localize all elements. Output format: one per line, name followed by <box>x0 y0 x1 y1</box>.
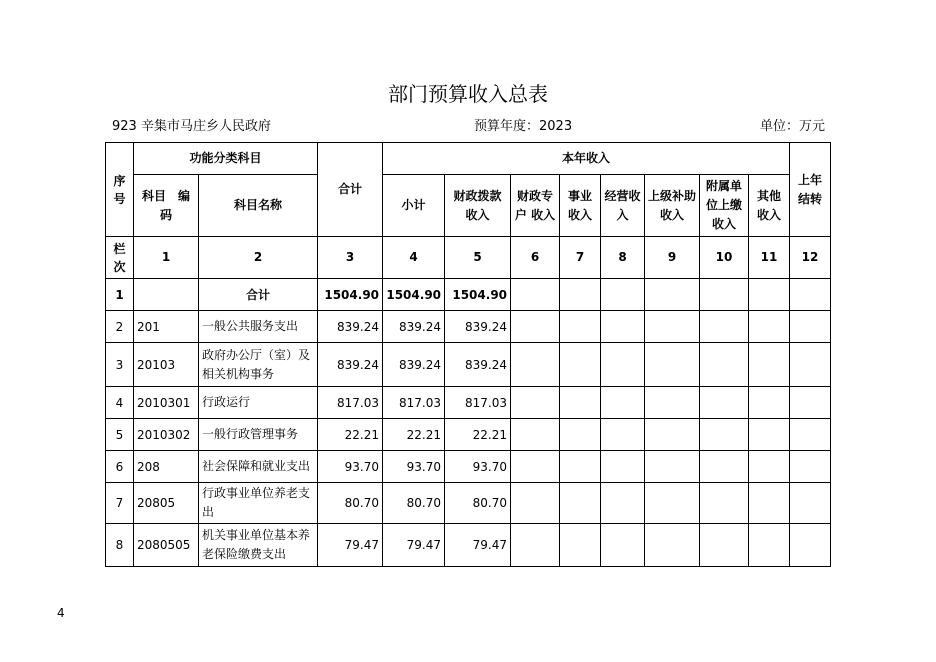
header-fiscal-special: 财政专户 收入 <box>511 175 560 237</box>
unit-label: 单位：万元 <box>759 119 825 134</box>
budget-year: 预算年度：2023 <box>474 119 573 134</box>
cell-superior-subsidy <box>645 524 700 567</box>
cell-superior-subsidy <box>645 419 700 451</box>
header-fiscal: 财政拨款收入 <box>445 175 511 237</box>
cell-operating <box>601 387 645 419</box>
cell-operating <box>601 311 645 343</box>
col-index: 7 <box>560 237 601 279</box>
table-row <box>106 483 831 524</box>
cell-seq: 1 <box>106 279 134 311</box>
cell-subtotal: 839.24 <box>383 343 445 387</box>
cell-total: 839.24 <box>318 311 383 343</box>
cell-total: 817.03 <box>318 387 383 419</box>
cell-other <box>749 524 790 567</box>
cell-fiscal: 839.24 <box>445 311 511 343</box>
cell-operating <box>601 524 645 567</box>
cell-seq: 4 <box>106 387 134 419</box>
header-func-class: 功能分类科目 <box>134 143 318 175</box>
header-other: 其他收入 <box>749 175 790 237</box>
cell-affiliated <box>700 419 749 451</box>
cell-affiliated <box>700 343 749 387</box>
header-row-2 <box>106 175 831 237</box>
cell-subtotal: 80.70 <box>383 483 445 524</box>
cell-total: 80.70 <box>318 483 383 524</box>
cell-operating <box>601 419 645 451</box>
cell-code <box>134 279 199 311</box>
header-code: 科目 编码 <box>134 175 199 237</box>
col-index: 11 <box>749 237 790 279</box>
cell-name: 一般公共服务支出 <box>199 311 318 343</box>
table-row <box>106 343 831 387</box>
cell-business <box>560 483 601 524</box>
col-index: 4 <box>383 237 445 279</box>
cell-affiliated <box>700 387 749 419</box>
header-affiliated: 附属单位上缴收入 <box>700 175 749 237</box>
cell-affiliated <box>700 524 749 567</box>
cell-other <box>749 387 790 419</box>
cell-carryover <box>790 419 831 451</box>
cell-code: 2010301 <box>134 387 199 419</box>
cell-superior-subsidy <box>645 387 700 419</box>
page-title: 部门预算收入总表 <box>388 82 548 106</box>
cell-fiscal-special <box>511 279 560 311</box>
cell-operating <box>601 279 645 311</box>
header-business: 事业收入 <box>560 175 601 237</box>
cell-other <box>749 343 790 387</box>
cell-other <box>749 279 790 311</box>
cell-business <box>560 279 601 311</box>
cell-fiscal-special <box>511 524 560 567</box>
header-row-1 <box>106 143 831 175</box>
cell-code: 2010302 <box>134 419 199 451</box>
table-row <box>106 387 831 419</box>
cell-total: 22.21 <box>318 419 383 451</box>
page-number: 4 <box>57 606 65 620</box>
cell-affiliated <box>700 483 749 524</box>
table-row <box>106 419 831 451</box>
cell-subtotal: 817.03 <box>383 387 445 419</box>
table-row <box>106 279 831 311</box>
cell-carryover <box>790 451 831 483</box>
header-seq: 序 号 <box>106 143 134 237</box>
cell-seq: 2 <box>106 311 134 343</box>
cell-code: 208 <box>134 451 199 483</box>
cell-affiliated <box>700 279 749 311</box>
cell-seq: 7 <box>106 483 134 524</box>
col-index: 8 <box>601 237 645 279</box>
budget-income-table <box>105 142 831 567</box>
col-index: 5 <box>445 237 511 279</box>
cell-fiscal-special <box>511 387 560 419</box>
cell-seq: 5 <box>106 419 134 451</box>
cell-fiscal: 22.21 <box>445 419 511 451</box>
cell-carryover <box>790 483 831 524</box>
cell-fiscal-special <box>511 419 560 451</box>
cell-name: 行政事业单位养老支出 <box>199 483 318 524</box>
cell-superior-subsidy <box>645 343 700 387</box>
cell-fiscal-special <box>511 483 560 524</box>
cell-carryover <box>790 279 831 311</box>
cell-subtotal: 22.21 <box>383 419 445 451</box>
col-index: 2 <box>199 237 318 279</box>
cell-operating <box>601 343 645 387</box>
cell-affiliated <box>700 311 749 343</box>
cell-name: 政府办公厅（室）及相关机构事务 <box>199 343 318 387</box>
header-name: 科目名称 <box>199 175 318 237</box>
cell-subtotal: 93.70 <box>383 451 445 483</box>
cell-superior-subsidy <box>645 311 700 343</box>
cell-carryover <box>790 524 831 567</box>
cell-other <box>749 419 790 451</box>
cell-total: 79.47 <box>318 524 383 567</box>
cell-business <box>560 451 601 483</box>
cell-name: 社会保障和就业支出 <box>199 451 318 483</box>
cell-fiscal-special <box>511 311 560 343</box>
cell-fiscal: 80.70 <box>445 483 511 524</box>
cell-subtotal: 839.24 <box>383 311 445 343</box>
cell-total: 839.24 <box>318 343 383 387</box>
col-index: 9 <box>645 237 700 279</box>
cell-fiscal: 79.47 <box>445 524 511 567</box>
cell-affiliated <box>700 451 749 483</box>
header-subtotal: 小计 <box>383 175 445 237</box>
cell-other <box>749 451 790 483</box>
col-index: 10 <box>700 237 749 279</box>
cell-seq: 3 <box>106 343 134 387</box>
cell-code: 20103 <box>134 343 199 387</box>
cell-fiscal: 93.70 <box>445 451 511 483</box>
cell-superior-subsidy <box>645 451 700 483</box>
col-index: 6 <box>511 237 560 279</box>
cell-subtotal: 79.47 <box>383 524 445 567</box>
cell-business <box>560 419 601 451</box>
cell-operating <box>601 451 645 483</box>
table-row <box>106 524 831 567</box>
cell-carryover <box>790 311 831 343</box>
cell-code: 201 <box>134 311 199 343</box>
col-index-label: 栏 次 <box>106 237 134 279</box>
cell-business <box>560 311 601 343</box>
cell-name: 一般行政管理事务 <box>199 419 318 451</box>
header-carryover: 上年结转 <box>790 143 831 237</box>
col-index: 3 <box>318 237 383 279</box>
header-total: 合计 <box>318 143 383 237</box>
cell-name: 合计 <box>199 279 318 311</box>
cell-name: 机关事业单位基本养老保险缴费支出 <box>199 524 318 567</box>
cell-seq: 8 <box>106 524 134 567</box>
cell-name: 行政运行 <box>199 387 318 419</box>
cell-business <box>560 343 601 387</box>
cell-superior-subsidy <box>645 483 700 524</box>
cell-operating <box>601 483 645 524</box>
org-name: 923 辛集市马庄乡人民政府 <box>112 119 271 134</box>
cell-other <box>749 311 790 343</box>
cell-subtotal: 1504.90 <box>383 279 445 311</box>
header-current-income: 本年收入 <box>383 143 790 175</box>
cell-seq: 6 <box>106 451 134 483</box>
cell-carryover <box>790 387 831 419</box>
col-index: 12 <box>790 237 831 279</box>
cell-fiscal-special <box>511 343 560 387</box>
cell-fiscal-special <box>511 451 560 483</box>
header-superior-subsidy: 上级补助收入 <box>645 175 700 237</box>
cell-business <box>560 524 601 567</box>
cell-fiscal: 817.03 <box>445 387 511 419</box>
table-row <box>106 451 831 483</box>
cell-carryover <box>790 343 831 387</box>
table-row <box>106 311 831 343</box>
cell-fiscal: 1504.90 <box>445 279 511 311</box>
cell-total: 93.70 <box>318 451 383 483</box>
col-index: 1 <box>134 237 199 279</box>
cell-superior-subsidy <box>645 279 700 311</box>
table-body <box>106 279 831 567</box>
cell-total: 1504.90 <box>318 279 383 311</box>
cell-business <box>560 387 601 419</box>
cell-code: 20805 <box>134 483 199 524</box>
col-index-row <box>106 237 831 279</box>
cell-code: 2080505 <box>134 524 199 567</box>
cell-fiscal: 839.24 <box>445 343 511 387</box>
header-operating: 经营收入 <box>601 175 645 237</box>
cell-other <box>749 483 790 524</box>
